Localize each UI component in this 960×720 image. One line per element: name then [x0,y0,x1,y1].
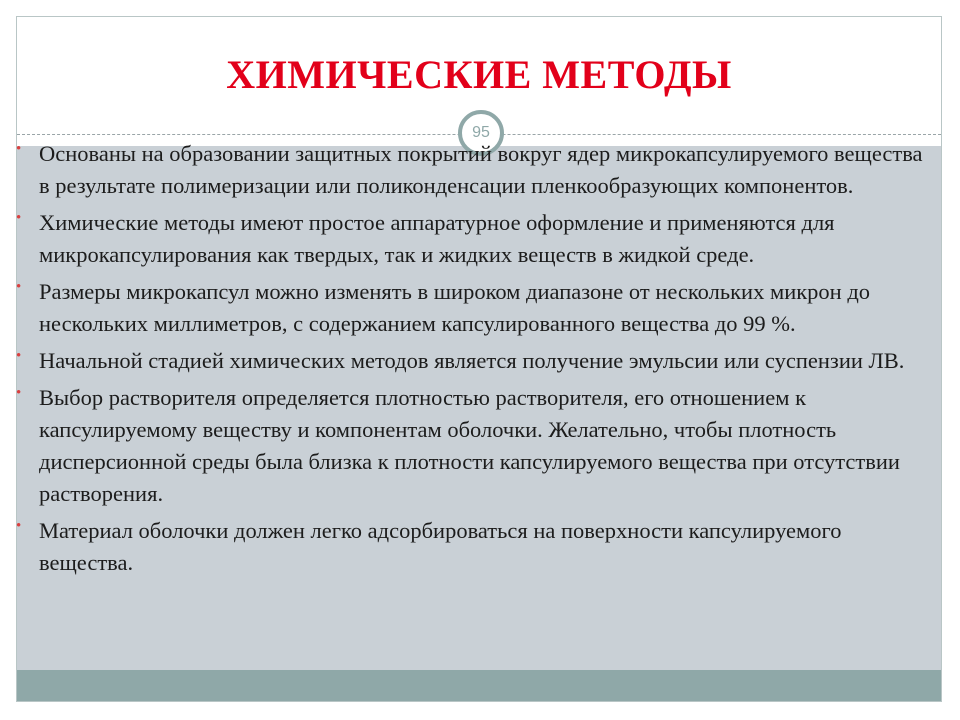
bullet-text: Начальной стадией химических методов является получение эмульсии или суспензии ЛВ. [39,348,905,373]
bullet-icon: • [16,385,22,401]
bullet-list [16,138,926,584]
bullet-text: Размеры микрокапсул можно изменять в широком диапазоне от нескольких микрон до нескольких миллиметров, с содержанием капсулированного вещества до 99 %. [39,279,871,336]
page-number-badge: 95 [458,110,504,156]
bullet-text: Выбор растворителя определяется плотностью растворителя, его отношением к капсулируемому веществу и компонентам оболочки. Желательно, чтобы плотность дисперсионной среды была близка к плотности капсулируемого вещества при отсутствии растворения. [39,385,900,506]
bullet-item [16,345,926,377]
slide-title: ХИМИЧЕСКИЕ МЕТОДЫ [226,52,732,97]
bullet-icon: • [16,279,22,295]
bullet-item [16,276,926,340]
bullet-text: Химические методы имеют простое аппаратурное оформление и применяются для микрокапсулирования как твердых, так и жидких веществ в жидкой среде. [39,210,835,267]
footer-band [17,670,941,701]
bullet-icon: • [16,141,22,157]
bullet-item [16,207,926,271]
bullet-icon: • [16,518,22,534]
bullet-item [16,382,926,510]
bullet-item [16,515,926,579]
bullet-icon: • [16,348,22,364]
bullet-text: Основаны на образовании защитных покрытий вокруг ядер микрокапсулируемого вещества в результате полимеризации или поликонденсации пленкообразующих компонентов. [39,141,923,198]
bullet-item [16,138,926,202]
bullet-icon: • [16,210,22,226]
bullet-text: Материал оболочки должен легко адсорбироваться на поверхности капсулируемого вещества. [39,518,842,575]
